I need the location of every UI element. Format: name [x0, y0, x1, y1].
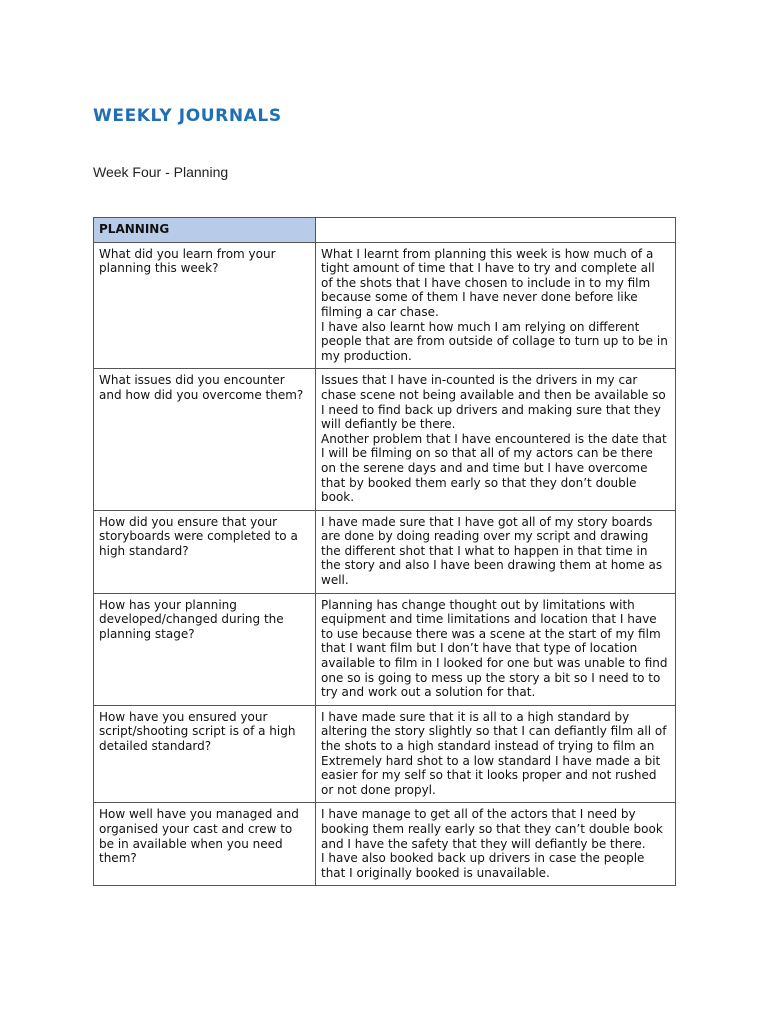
answer-paragraph: What I learnt from planning this week is how much of a tight amount of time that I have to try and complete all of the shots that I have chosen to include in to my film because some of them I have never done before like filming a car chase.	[321, 246, 655, 319]
answer-paragraph: I have also booked back up drivers in case the people that I originally booked is unavailable.	[321, 851, 645, 880]
question-cell: How well have you managed and organised your cast and crew to be in available when you need them?	[94, 803, 316, 886]
answer-paragraph: I have made sure that it is all to a high standard by altering the story slightly so that I can defiantly film all of the shots to a high standard instead of trying to film an Extremely hard shot to a low standard I have made a bit easier for my self so that it looks proper and not rushed or not done propyl.	[321, 709, 667, 797]
planning-table	[93, 217, 676, 886]
table-row	[94, 242, 676, 369]
page-title: WEEKLY JOURNALS	[93, 106, 282, 126]
answer-paragraph: Planning has change thought out by limitations with equipment and time limitations and location that I have to use because there was a scene at the start of my film that I want film but I don’t have that type of location available to film in I looked for one but was unable to find one so is going to mess up the story a bit so I need to to try and work out a solution for that.	[321, 597, 668, 700]
table-row	[94, 803, 676, 886]
answer-paragraph: Another problem that I have encountered is the date that I will be filming on so that all of my actors can be there on the serene days and and time but I have overcome that by booked them early so that they don’t double book.	[321, 431, 667, 505]
question-cell: How did you ensure that your storyboards were completed to a high standard?	[94, 510, 316, 593]
answer-paragraph: Issues that I have in-counted is the drivers in my car chase scene not being available and then be available so I need to find back up drivers and making sure that they will defiantly be there.	[321, 373, 666, 432]
question-cell: How has your planning developed/changed during the planning stage?	[94, 593, 316, 705]
answer-paragraph: I have made sure that I have got all of my story boards are done by doing reading over my script and drawing the different shot that I what to happen in that time in the story and also I have been drawing them at home as well.	[321, 514, 663, 588]
table-row	[94, 705, 676, 803]
answer-paragraph: I have also learnt how much I am relying on different people that are from outside of collage to turn up to be in my production.	[321, 319, 668, 363]
table-row	[94, 369, 676, 510]
table-row	[94, 510, 676, 593]
answer-cell	[316, 593, 676, 705]
answer-cell	[316, 705, 676, 803]
page-subtitle: Week Four - Planning	[93, 164, 229, 180]
table-header-row	[94, 218, 676, 243]
question-cell: What did you learn from your planning this week?	[94, 242, 316, 369]
answer-paragraph: I have manage to get all of the actors that I need by booking them really early so that they can’t double book and I have the safety that they will defiantly be there.	[321, 807, 663, 851]
answer-cell	[316, 510, 676, 593]
answer-cell	[316, 803, 676, 886]
blank-header-cell	[316, 218, 676, 243]
question-cell: What issues did you encounter and how did you overcome them?	[94, 369, 316, 510]
planning-heading: PLANNING	[94, 218, 316, 243]
answer-cell	[316, 369, 676, 510]
table-row	[94, 593, 676, 705]
question-cell: How have you ensured your script/shooting script is of a high detailed standard?	[94, 705, 316, 803]
answer-cell	[316, 242, 676, 369]
